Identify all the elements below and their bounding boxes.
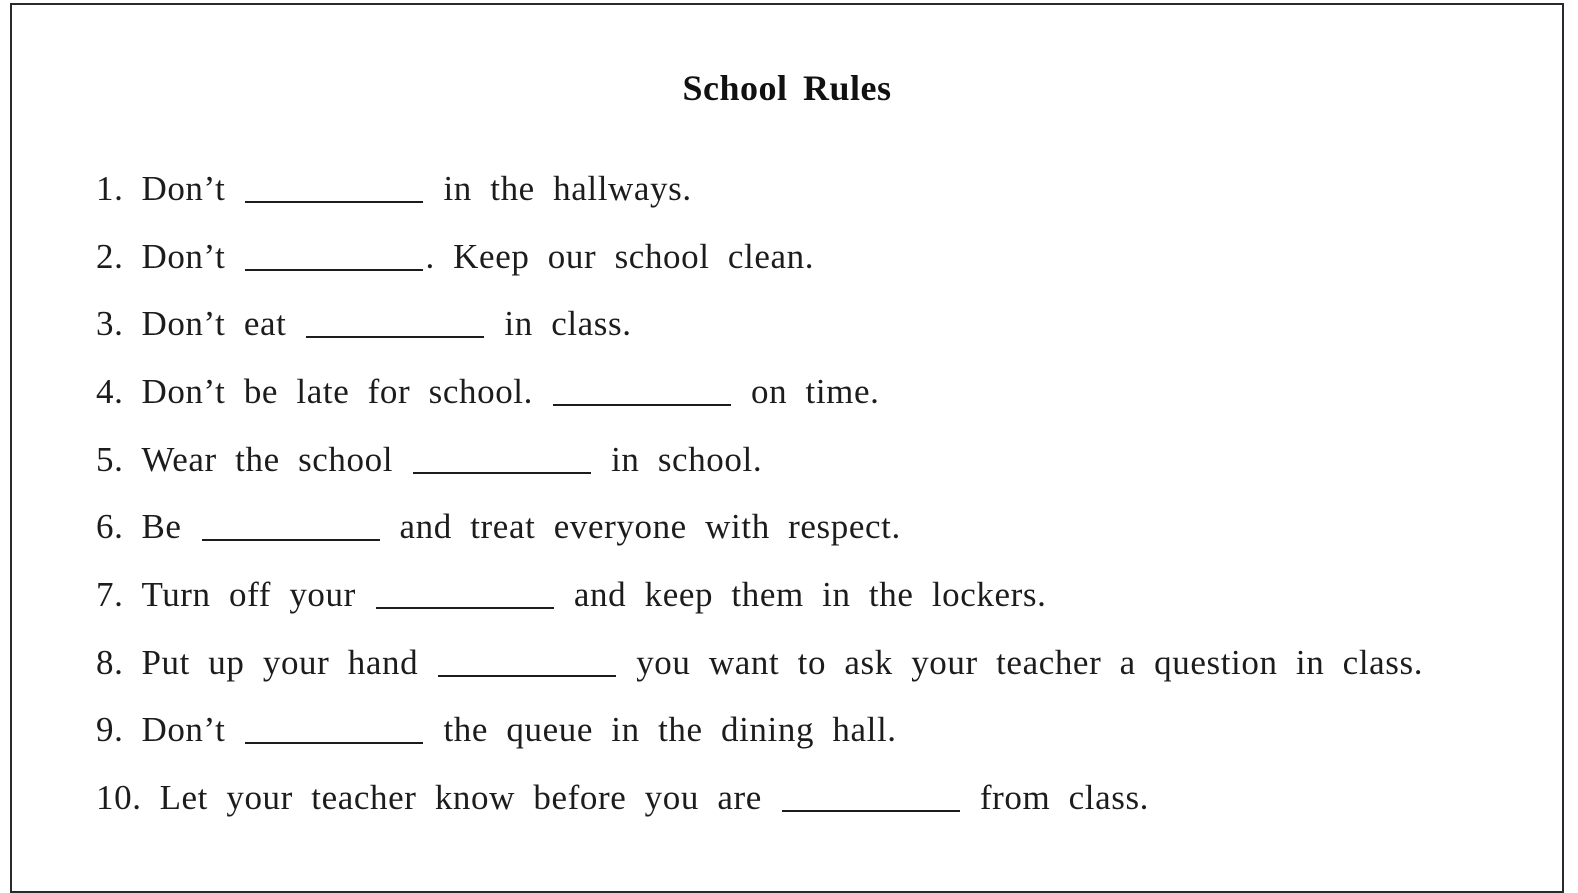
answer-blank[interactable] bbox=[376, 585, 554, 609]
answer-blank[interactable] bbox=[438, 653, 616, 677]
rule-text-after: the queue in the dining hall. bbox=[443, 710, 897, 750]
rule-text-before: Be bbox=[141, 507, 182, 547]
rule-text-after: and treat everyone with respect. bbox=[399, 507, 901, 547]
rule-text-before: Don’t bbox=[141, 710, 226, 750]
rule-number: 6. bbox=[96, 507, 124, 547]
answer-blank[interactable] bbox=[202, 517, 380, 541]
rule-text-after: in the hallways. bbox=[443, 168, 692, 208]
rule-text-after: from class. bbox=[979, 778, 1150, 818]
rule-item-10 bbox=[96, 764, 1566, 832]
rule-text-before: Let your teacher know before you are bbox=[159, 778, 762, 818]
rules-list bbox=[96, 155, 1566, 832]
worksheet-frame bbox=[10, 3, 1564, 893]
rule-text-before: Put up your hand bbox=[141, 642, 419, 682]
rule-item-2 bbox=[96, 223, 1566, 291]
rule-item-8 bbox=[96, 629, 1566, 697]
rule-text-after: . Keep our school clean. bbox=[425, 236, 815, 276]
rule-text-before: Don’t eat bbox=[141, 304, 287, 344]
rule-item-7 bbox=[96, 561, 1566, 629]
rule-item-6 bbox=[96, 493, 1566, 561]
rule-number: 10. bbox=[96, 778, 142, 818]
rule-number: 5. bbox=[96, 439, 124, 479]
rule-text-before: Don’t be late for school. bbox=[141, 371, 533, 411]
answer-blank[interactable] bbox=[245, 179, 423, 203]
rule-text-before: Wear the school bbox=[141, 439, 394, 479]
rule-number: 1. bbox=[96, 168, 124, 208]
rule-item-9 bbox=[96, 697, 1566, 765]
rule-item-5 bbox=[96, 426, 1566, 494]
answer-blank[interactable] bbox=[245, 720, 423, 744]
worksheet-title: School Rules bbox=[682, 68, 892, 108]
rule-number: 8. bbox=[96, 642, 124, 682]
answer-blank[interactable] bbox=[553, 382, 731, 406]
rule-number: 9. bbox=[96, 710, 124, 750]
answer-blank[interactable] bbox=[245, 247, 423, 271]
rule-item-3 bbox=[96, 290, 1566, 358]
rule-text-after: in school. bbox=[611, 439, 763, 479]
rule-text-after: you want to ask your teacher a question in class. bbox=[636, 642, 1424, 682]
rule-item-4 bbox=[96, 358, 1566, 426]
rule-item-1 bbox=[96, 155, 1566, 223]
rule-text-after: in class. bbox=[504, 304, 632, 344]
answer-blank[interactable] bbox=[413, 450, 591, 474]
answer-blank[interactable] bbox=[782, 788, 960, 812]
rule-number: 7. bbox=[96, 574, 124, 614]
rule-text-after: and keep them in the lockers. bbox=[573, 574, 1047, 614]
rule-text-after: on time. bbox=[750, 371, 880, 411]
rule-number: 2. bbox=[96, 236, 124, 276]
rule-number: 4. bbox=[96, 371, 124, 411]
rule-text-before: Don’t bbox=[141, 168, 226, 208]
rule-text-before: Turn off your bbox=[141, 574, 356, 614]
rule-text-before: Don’t bbox=[141, 236, 226, 276]
rule-number: 3. bbox=[96, 304, 124, 344]
answer-blank[interactable] bbox=[306, 314, 484, 338]
